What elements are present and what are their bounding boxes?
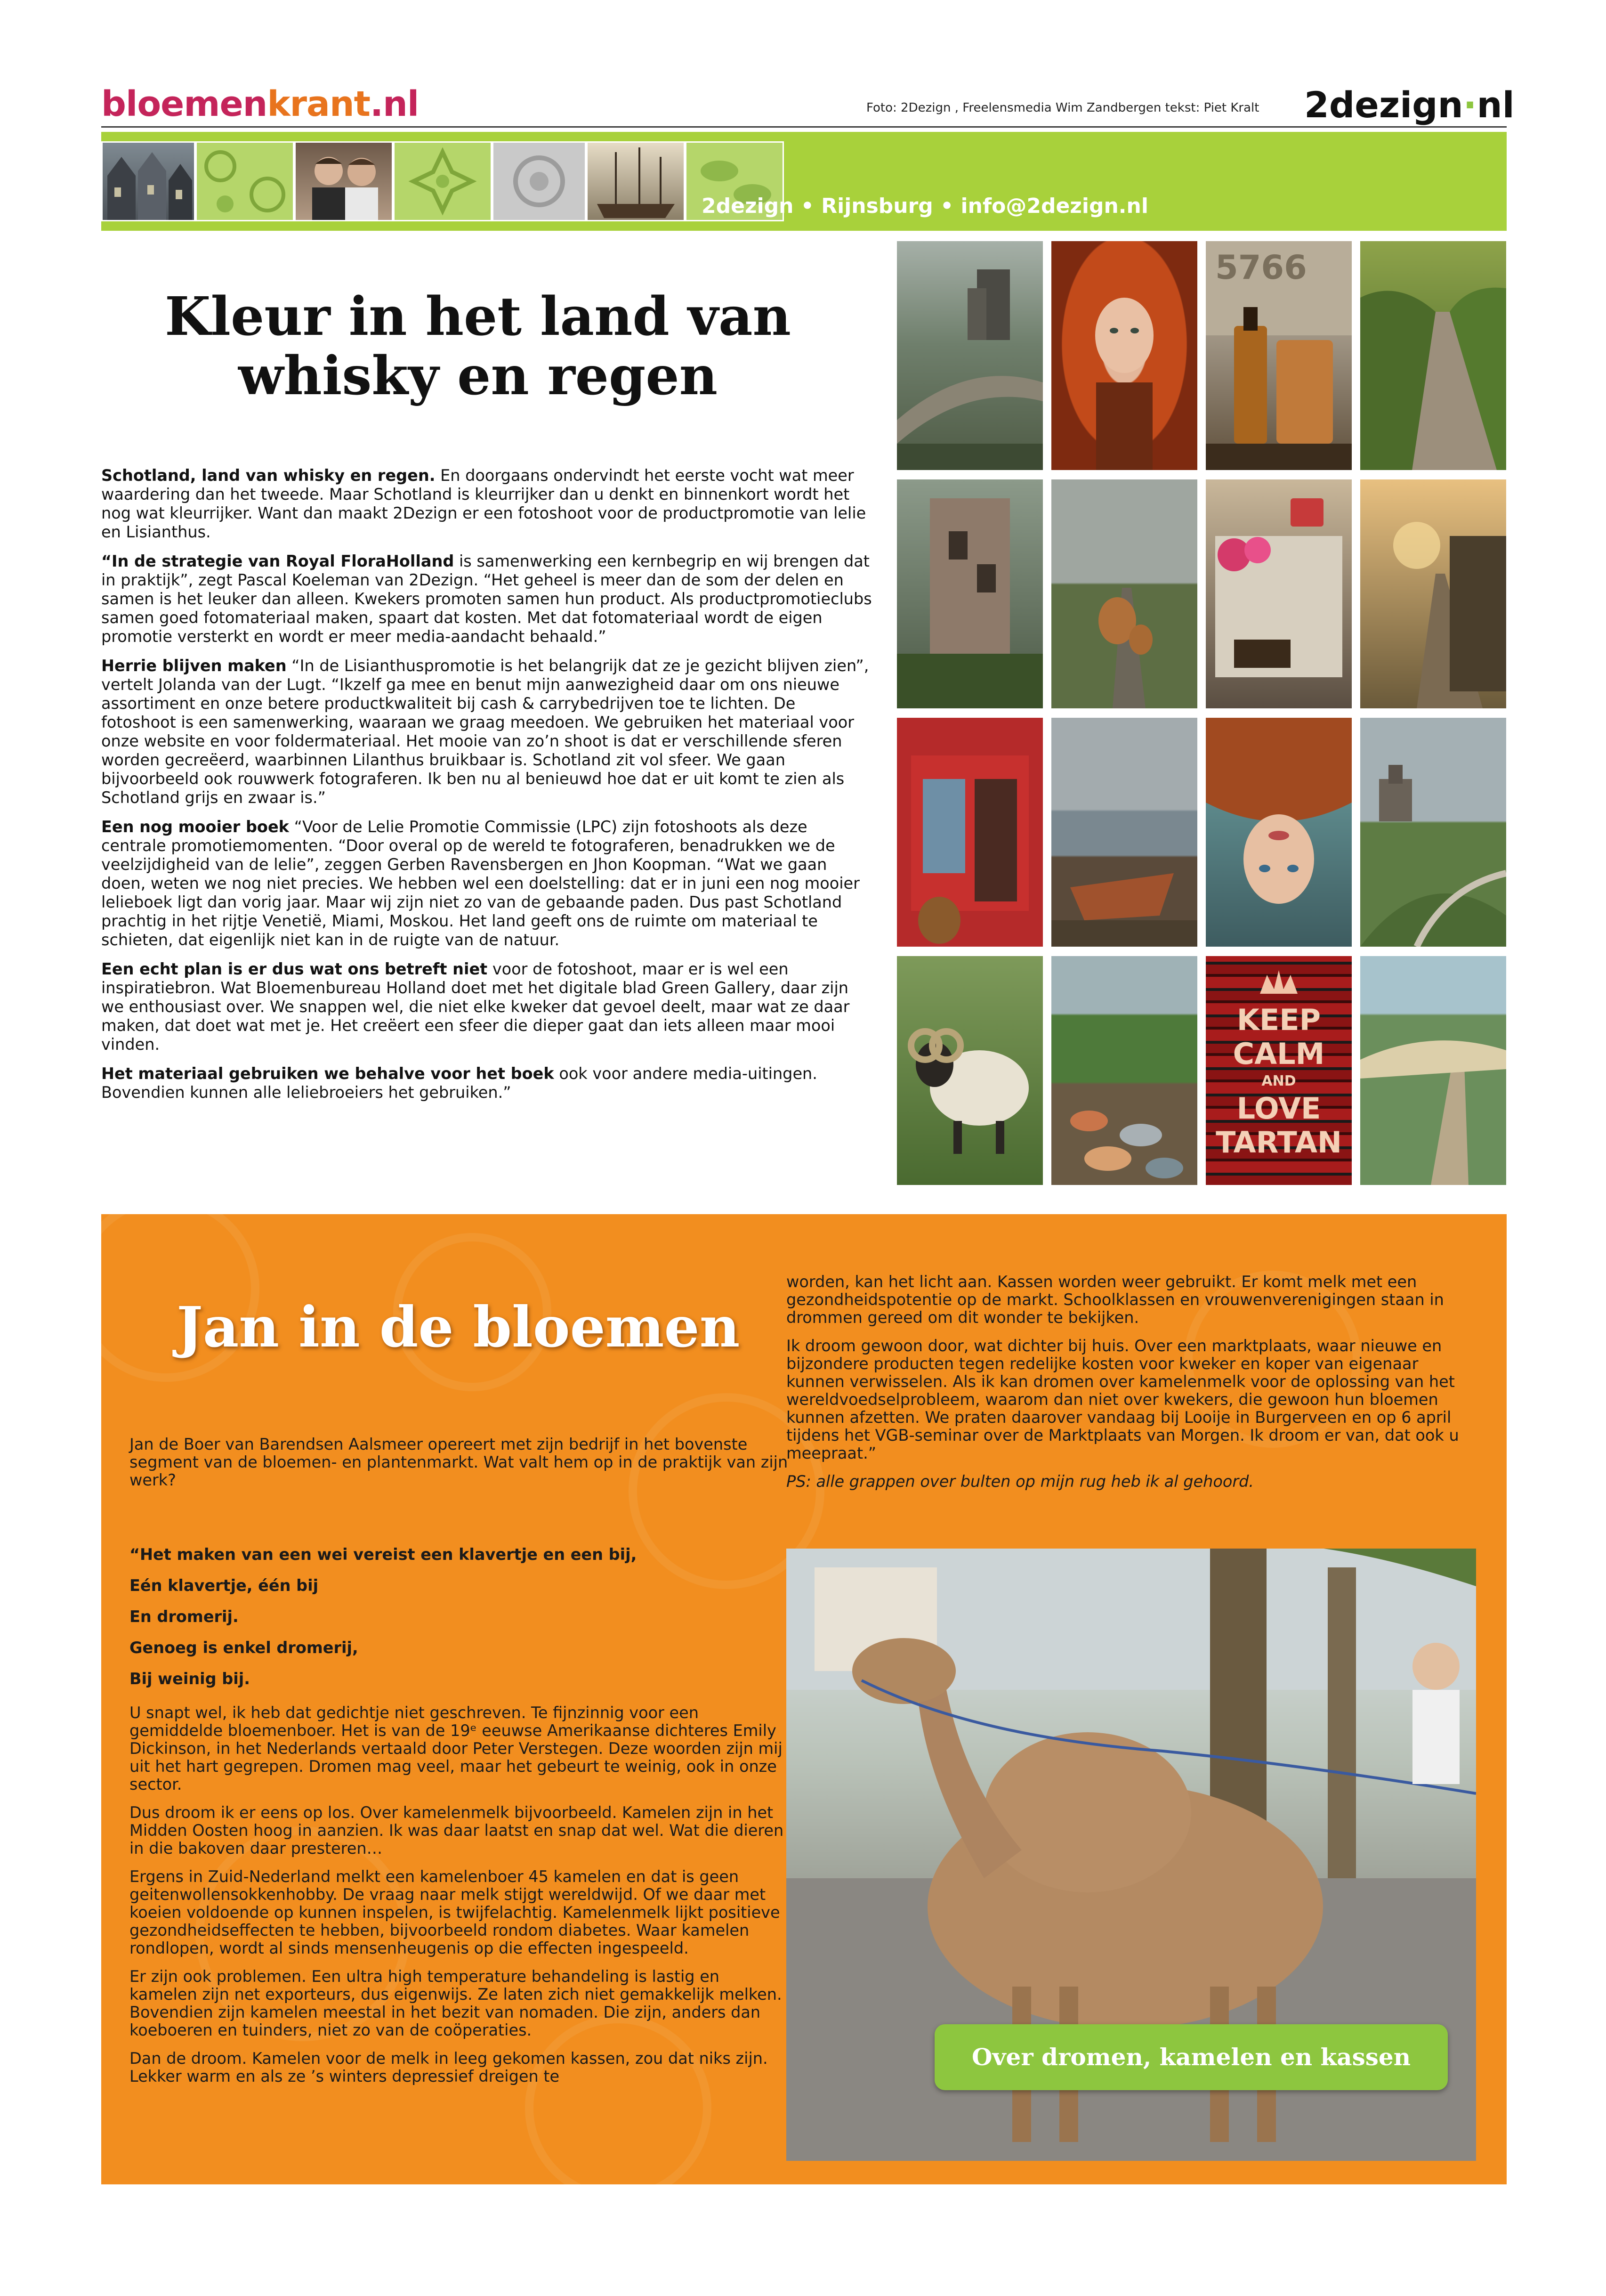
photo-redhead-girl	[1051, 241, 1197, 470]
paragraph-lead: “In de strategie van Royal FloraHolland	[101, 552, 454, 570]
photo-boat-shore	[1051, 718, 1197, 947]
logo-part-bloemen: bloemen	[101, 84, 267, 124]
photo-castle-hill	[1360, 718, 1506, 947]
pub-flowers-illustration	[1206, 479, 1352, 708]
article1-paragraph	[101, 466, 873, 542]
strip-pattern-3	[492, 141, 586, 221]
castle-hill-illustration	[1360, 718, 1506, 947]
article2-title: Jan in de bloemen	[177, 1294, 740, 1360]
article2-intro	[129, 1436, 798, 1500]
whisky-barrel-illustration	[1206, 241, 1352, 470]
ps-note: PS: alle grappen over bulten op mijn rug heb ik al gehoord.	[786, 1472, 1254, 1491]
two-men-portrait-illustration	[296, 143, 392, 220]
grey-floral-pattern-icon	[493, 143, 585, 220]
barrel-number: 5766	[1215, 248, 1307, 287]
photo-castle-ruin	[897, 479, 1043, 708]
photo-mossy-path	[1360, 241, 1506, 470]
strip-pattern-1	[195, 141, 294, 221]
keep-calm-line: TARTAN	[1216, 1125, 1342, 1160]
photo-sunset-street	[1360, 479, 1506, 708]
brand-name: 2dezign	[1304, 84, 1463, 126]
article1-body	[101, 466, 873, 1112]
cross-pattern-icon	[395, 143, 491, 220]
mossy-path-illustration	[1360, 241, 1506, 470]
redhead-girl-illustration	[1051, 241, 1197, 470]
paragraph-text: is samenwerking een kernbegrip en wij brengen dat in praktijk”, zegt Pascal Koeleman van 2Dezign. “Het geheel is meer dan de som der delen en samen is het leuker dan alleen. Kwekers promoten samen hun product. Als productpromotieclubs samen goed fotomateriaal maken, spaart dat kosten. Met dat fotomateriaal wordt de eigen promotie versterkt en wordt er meer media-aandacht behaald.”	[101, 552, 872, 646]
red-shopfront-illustration	[897, 718, 1043, 947]
body-paragraph: Ergens in Zuid-Nederland melkt een kamelenboer 45 kamelen en dat is geen geitenwollensokkenhobby. De vraag naar melk stijgt wereldwijd. Of we daar met koeien voldoende op kunnen inspelen, is twijfelachtig. Kamelenmelk lijkt positieve gezondheidseffecten te hebben, bijvoorbeeld rondom diabetes. Waar kamelen rondlopen, wordt al sinds mensenheugenis op die effecten ingespeeld.	[129, 1867, 780, 1957]
keep-calm-text	[1206, 1003, 1352, 1160]
floral-pattern-icon	[197, 143, 293, 220]
strip-photo-ship	[586, 141, 685, 221]
paragraph-text: En doorgaans ondervindt het eerste vocht wat meer waardering dan het tweede. Maar Schotland is kleurrijker dan u denkt en binnenkort wordt het nog wat kleurrijker. Want dan maakt 2Dezign er een fotoshoot voor de productpromotie van lelie en Lisianthus.	[101, 466, 866, 541]
article1-title	[101, 287, 855, 406]
dickinson-poem	[129, 1539, 798, 1695]
paragraph-lead: Een echt plan is er dus wat ons betreft niet	[101, 960, 488, 978]
poem-line: Genoeg is enkel dromerij,	[129, 1639, 358, 1657]
intro-paragraph: Jan de Boer van Barendsen Aalsmeer opereert met zijn bedrijf in het bovenste segment van de bloemen- en plantenmarkt. Wat valt hem op in de praktijk van zijn werk?	[129, 1435, 788, 1489]
gables-illustration	[103, 143, 194, 220]
logo-part-krant: krant	[267, 84, 371, 124]
body-paragraph: Dus droom ik er eens op los. Over kamelenmelk bijvoorbeeld. Kamelen zijn in het Midden Oosten hoog in aanzien. Ik was daar laatst en snap dat wel. Wat die dieren in die bakoven daar presteren…	[129, 1803, 784, 1858]
header-rule	[101, 126, 1507, 128]
strip-photo-gables	[101, 141, 195, 221]
river-stones-illustration	[1051, 956, 1197, 1185]
article2-panel	[101, 1214, 1507, 2184]
article1-paragraph	[101, 818, 873, 949]
article1-paragraph	[101, 960, 873, 1054]
strip-contact-text: 2dezign • Rijnsburg • info@2dezign.nl	[702, 194, 1148, 218]
photo-pub-flowers	[1206, 479, 1352, 708]
photo-river-stones	[1051, 956, 1197, 1185]
photo-boardwalk-dunes	[1360, 956, 1506, 1185]
keep-calm-line: LOVE	[1236, 1091, 1321, 1126]
body-paragraph: Er zijn ook problemen. Een ultra high temperature behandeling is lastig en kamelen zijn net exporteurs, dus eigenwijs. Ze laten zich niet gemakkelijk melken. Bovendien zijn kamelen meestal in het bezit van nomaden. Die zijn, anders dan koeboeren en tuinders, niet zo van de coöperaties.	[129, 1967, 782, 2039]
paragraph-lead: Het materiaal gebruiken we behalve voor het boek	[101, 1064, 554, 1083]
article1-title-line2: whisky en regen	[238, 345, 718, 407]
photo-credit: Foto: 2Dezign , Freelensmedia Wim Zandbergen tekst: Piet Kralt	[866, 101, 1259, 115]
photo-red-shopfront	[897, 718, 1043, 947]
logo-part-nl: .nl	[370, 84, 419, 124]
body-paragraph: U snapt wel, ik heb dat gedichtje niet geschreven. Te fijnzinnig voor een gemiddelde bloemenboer. Het is van de 19ᵉ eeuwse Amerikaanse dichteres Emily Dickinson, in het Nederlands vertaald door Peter Verstegen. Deze woorden zijn mij uit het hart gegrepen. Dromen mag veel, maar het gebeurt te weinig, ook in onze sector.	[129, 1704, 783, 1793]
article1-paragraph	[101, 657, 873, 807]
bloemenkrant-logo	[101, 84, 419, 124]
paragraph-text: ook voor andere media-uitingen. Bovendien kunnen alle leliebroeiers het gebruiken.”	[101, 1064, 817, 1102]
photo-upside-down-face	[1206, 718, 1352, 947]
paragraph-lead: Schotland, land van whisky en regen.	[101, 466, 436, 485]
body-paragraph: worden, kan het licht aan. Kassen worden weer gebruikt. Er komt melk met een gezondheidspotentie op de markt. Schoolklassen en vrouwenverenigingen staan in drommen gereed om dit wonder te bekijken.	[786, 1273, 1444, 1327]
photo-ram	[897, 956, 1043, 1185]
castle-bridge-illustration	[897, 241, 1043, 470]
sunset-street-illustration	[1360, 479, 1506, 708]
keep-calm-line: CALM	[1233, 1037, 1325, 1071]
body-paragraph: Dan de droom. Kamelen voor de melk in leeg gekomen kassen, zou dat niks zijn. Lekker warm en als ze ’s winters depressief dreigen te	[129, 2049, 768, 2085]
boardwalk-dunes-illustration	[1360, 956, 1506, 1185]
tall-ship-illustration	[588, 143, 684, 220]
header-photo-strip	[101, 132, 1507, 231]
strip-photo-portrait	[294, 141, 393, 221]
keep-calm-poster	[1206, 956, 1352, 1185]
poem-line: “Het maken van een wei vereist een klavertje en een bij,	[129, 1545, 637, 1564]
poem-line: Bij weinig bij.	[129, 1670, 250, 1688]
article2-right-column	[786, 1273, 1476, 1501]
photo-highland-cows	[1051, 479, 1197, 708]
article1-title-line1: Kleur in het land van	[165, 286, 791, 348]
article1-paragraph	[101, 1064, 873, 1102]
keep-calm-line: KEEP	[1236, 1003, 1321, 1037]
scotland-photo-grid	[897, 241, 1507, 1193]
strip-pattern-2	[393, 141, 492, 221]
keep-calm-line: AND	[1261, 1073, 1296, 1089]
brand-tld: nl	[1477, 84, 1515, 126]
article1-paragraph	[101, 552, 873, 646]
2dezign-logo	[1304, 84, 1515, 126]
brand-dot: ·	[1463, 84, 1477, 126]
paragraph-lead: Een nog mooier boek	[101, 818, 289, 836]
photo-whisky-barrel	[1206, 241, 1352, 470]
paragraph-lead: Herrie blijven maken	[101, 657, 287, 675]
highland-cows-illustration	[1051, 479, 1197, 708]
poem-line: En dromerij.	[129, 1607, 239, 1626]
paragraph-text: voor de fotoshoot, maar er is wel een inspiratiebron. Wat Bloemenbureau Holland doet met het digitale blad Green Gallery, daar zijn we enthousiast over. We snappen wel, die niet elke kweker dat gevoel deelt, maar wat ze daar maken, dat doet wat met je. Het creëert een sfeer die dieper gaat dan iets alleen maar mooi vinden.	[101, 960, 850, 1054]
article2-left-column	[129, 1704, 784, 2096]
upside-down-face-illustration	[1206, 718, 1352, 947]
ram-illustration	[897, 956, 1043, 1185]
paragraph-text: “In de Lisianthuspromotie is het belangrijk dat ze je gezicht blijven zien”, vertelt Jolanda van der Lugt. “Ikzelf ga mee en benut mijn aanwezigheid daar om ons nieuwe assortiment en onze betere productkwaliteit bij cash & carrybedrijven toe te lichten. De fotoshoot is een samenwerking, waaraan we graag meedoen. We gebruiken het materiaal voor onze website en voor foldermateriaal. Het mooie van zo’n shoot is dat er verschillende sferen worden gecreëerd, waarbinnen Lilanthus bruikbaar is. Schotland zit vol sfeer. We gaan bijvoorbeeld ook rouwwerk fotograferen. Ik ben nu al benieuwd hoe dat er uit komt te zien als Schotland grijs en zwaar is.”	[101, 657, 869, 807]
poem-line: Eén klavertje, één bij	[129, 1576, 319, 1595]
photo-castle-bridge	[897, 241, 1043, 470]
body-paragraph: Ik droom gewoon door, wat dichter bij huis. Over een marktplaats, waar nieuwe en bijzondere producten tegen redelijke kosten voor kweker en koper van eigenaar kunnen verwisselen. Als ik kan dromen over kamelenmelk voor de oplossing van het wereldvoedselprobleem, waarom dan niet over kwekers, die gewoon hun bloemen kunnen afzetten. We praten daarover vandaag bij Looije in Burgerveen en op 6 april tijdens het VGB-seminar over de Marktplaats van Morgen. Ik droom er van, dat ook u meepraat.”	[786, 1337, 1459, 1462]
camel-caption-banner: Over dromen, kamelen en kassen	[935, 2024, 1448, 2090]
boat-shore-illustration	[1051, 718, 1197, 947]
castle-ruin-illustration	[897, 479, 1043, 708]
paragraph-text: “Voor de Lelie Promotie Commissie (LPC) zijn fotoshoots als deze centrale promotiemomenten. “Door overal op de wereld te fotograferen, benadrukken we de veelzijdigheid van de lelie”, zeggen Gerben Ravensbergen en Jhon Koopman. “Wat we gaan doen, weten we nog niet precies. We hebben wel een doelstelling: dat er in juni een nog mooier lelieboek ligt dan vorig jaar. Maar wij zijn niet zo van de gebaande paden. Dus past Schotland prachtig in het rijtje Venetië, Miami, Moskou. Het land geeft ons de ruimte om materiaal te schieten, dat eigenlijk niet kan in de ruigte van de natuur.	[101, 818, 860, 949]
